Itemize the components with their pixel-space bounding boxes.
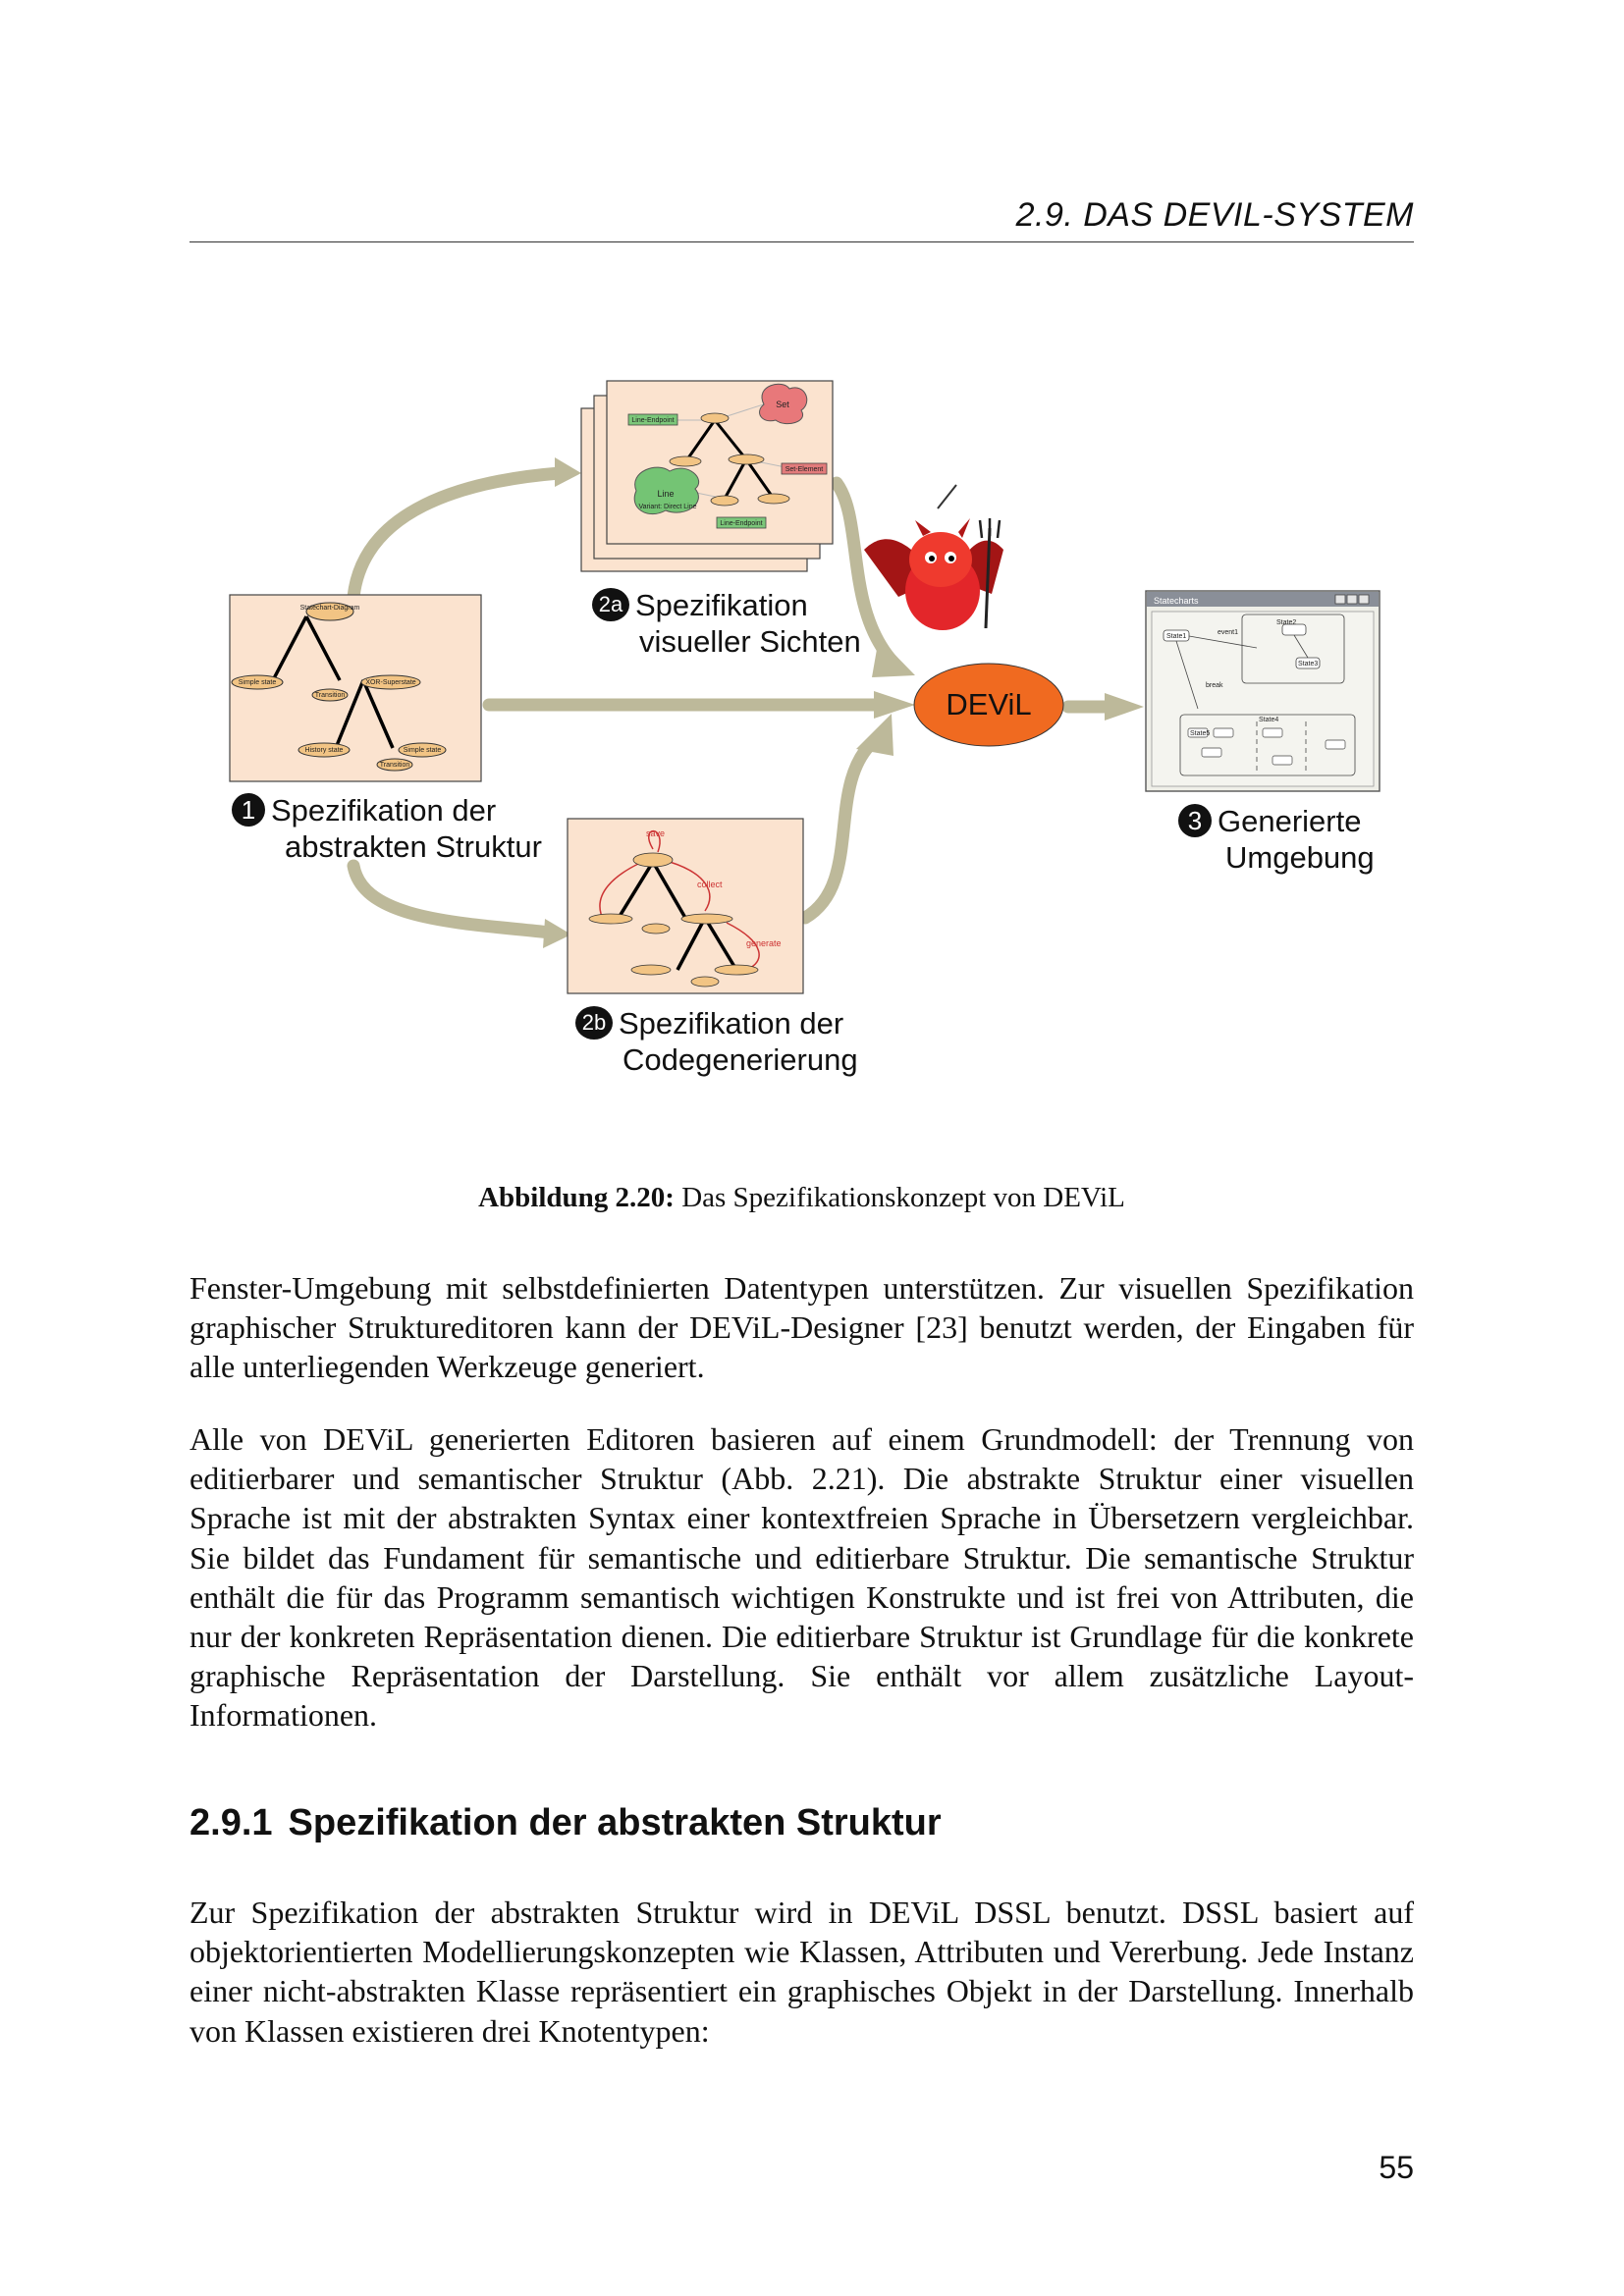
node-simple-state: Simple state [238,679,277,686]
label-generated-env [1178,803,1375,876]
devil-mascot-icon [864,485,1003,630]
node-simple-state-2: Simple state [403,747,442,754]
badge-2b: 2b [575,1006,613,1040]
node-line-endpoint-2: Line-Endpoint [720,520,763,527]
page-number: 55 [1379,2150,1414,2185]
arrow-1-to-2a [353,473,560,597]
node-transition: Transition [314,692,346,699]
devil-label: DEViL [946,687,1032,721]
visual-views-diagram [581,381,833,571]
paragraph-1: Fenster-Umgebung mit selbstdefinierten Datentypen unterstützen. Zur visuellen Spezifikation graphischer Struktureditoren kann der DEViL-Designer [23] benutzt werden, der Eingaben für alle unterliegenden Werkzeuge generiert. [189,1270,1414,1385]
codegen-generate: generate [746,938,782,948]
node-set: Set [776,400,789,409]
node-line-endpoint: Line-Endpoint [631,417,675,424]
env-state5: State5 [1190,730,1211,737]
env-state2: State2 [1276,619,1297,626]
badge-2a: 2a [592,588,629,621]
label-spec-abstract-line1: Spezifikation der [271,793,497,828]
node-set-element: Set-Element [785,466,824,473]
figure-diagram [216,363,1414,1109]
label-spec-codegen-line1: Spezifikation der [619,1006,844,1041]
env-state3: State3 [1298,661,1319,667]
figure-devil-spec-concept [216,363,1414,1109]
abstract-structure-diagram [230,595,481,781]
badge-3: 3 [1178,804,1212,837]
node-history-state: History state [304,747,344,754]
caption-text: Das Spezifikationskonzept von DEViL [681,1182,1125,1213]
codegen-save: save [646,828,666,838]
caption-label: Abbildung 2.20: [478,1182,675,1213]
window-controls [1335,595,1369,604]
window-title: Statecharts [1154,596,1199,606]
node-line-variant: Variant: Direct Line [638,504,697,510]
arrow-1-to-2b [353,866,550,933]
badge-1: 1 [232,793,265,827]
label-spec-abstract-line2: abstrakten Struktur [285,829,542,864]
label-spec-visual-line1: Spezifikation [635,588,808,622]
env-state4: State4 [1259,717,1279,723]
codegen-diagram [568,819,803,993]
label-spec-codegen-line2: Codegenerierung [623,1042,858,1077]
env-event1: event1 [1218,629,1239,636]
codegen-collect: collect [697,880,723,889]
label-generated-env-line2: Umgebung [1225,840,1375,875]
header-title: 2.9. DAS DEVIL-SYSTEM [1015,196,1414,234]
env-state1: State1 [1166,633,1187,640]
label-spec-codegen [575,1005,858,1078]
arrow-2b-to-devil [805,741,874,918]
section-heading [189,1802,942,1844]
label-spec-abstract [232,792,542,865]
section-number: 2.9.1 [189,1802,273,1843]
label-generated-env-line1: Generierte [1218,804,1362,838]
node-statechart-diagram: Statechart-Diagram [299,605,360,612]
label-spec-visual [592,587,861,660]
figure-caption [189,1182,1414,1214]
paragraph-2: Alle von DEViL generierten Editoren basieren auf einem Grundmodell: der Trennung von editierbarer und semantischer Struktur (Abb. 2.21). Die abstrakte Struktur einer visuellen Sprache ist mit der abstrakten Syntax einer kontextfreien Sprache in Übersetzern vergleichbar. Sie bildet das Fundament für semantische und editierbare Struktur. Die semantische Struktur enthält die für das Programm semantisch wichtigen Konstrukte und ist frei von Attributen, die nur der konkreten Repräsentation dienen. Die editierbare Struktur ist Grundlage für die konkrete graphische Repräsentation der Darstellung. Sie enthält vor allem zusätzliche Layout-Informationen. [189,1421,1414,1734]
section-title: Spezifikation der abstrakten Struktur [288,1802,942,1843]
node-xor-superstate: XOR-Superstate [365,679,416,686]
node-line: Line [657,489,675,499]
label-spec-visual-line2: visueller Sichten [639,624,861,659]
generated-env-window [1146,591,1380,791]
node-transition-2: Transition [379,762,410,769]
paragraph-3: Zur Spezifikation der abstrakten Struktur wird in DEViL DSSL benutzt. DSSL basiert auf objektorientierten Modellierungskonzepten wie Klassen, Attributen und Vererbung. Jede Instanz einer nicht-abstrakten Klasse repräsentiert ein graphisches Objekt in der Darstellung. Innerhalb von Klassen existieren drei Knotentypen: [189,1895,1414,2049]
env-break: break [1206,682,1223,689]
running-header [189,192,1414,242]
